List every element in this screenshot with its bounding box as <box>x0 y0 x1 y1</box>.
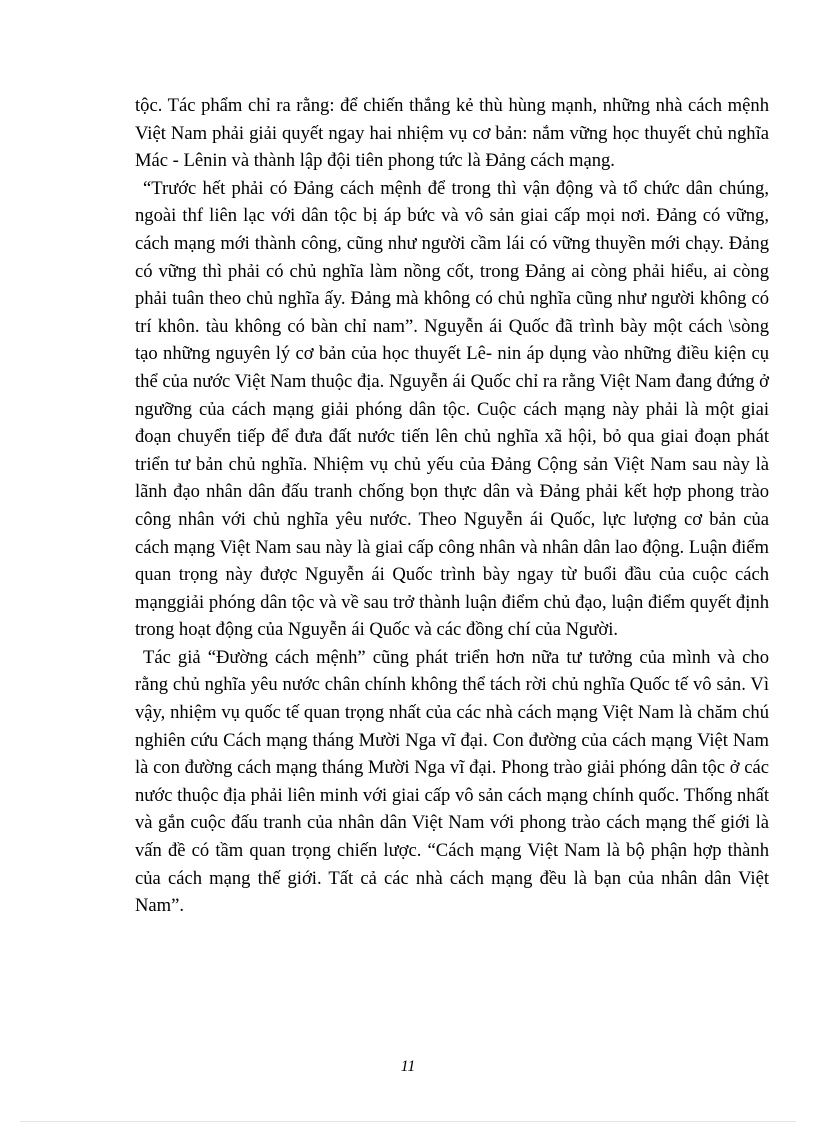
page-number: 11 <box>400 1058 416 1075</box>
paragraph-2: “Trước hết phải có Đảng cách mệnh để trong thì vận động và tổ chức dân chúng, ngoài thf liên lạc với dân tộc bị áp bức và vô sản giai cấp mọi nơi. Đảng có vững, cách mạng mới thành công, cũng như người cầm lái có vững thuyền mới chạy. Đảng có vững thì phải có chủ nghĩa làm nồng cốt, trong Đảng ai còng phải hiểu, ai còng phải tuân theo chủ nghĩa ấy. Đảng mà không có chủ nghĩa cũng như người không có trí khôn. tàu không có bàn chỉ nam”. Nguyễn ái Quốc đã trình bày một cách \sòng tạo những nguyên lý cơ bản của học thuyết Lê- nin áp dụng vào những điều kiện cụ thể của nước Việt Nam thuộc địa. Nguyễn ái Quốc chỉ ra rằng Việt Nam đang đứng ở ngưỡng của cách mạng giải phóng dân tộc. Cuộc cách mạng này phải là một giai đoạn chuyển tiếp để đưa đất nước tiến lên chủ nghĩa xã hội, bỏ qua giai đoạn phát triển tư bản chủ nghĩa. Nhiệm vụ chủ yếu của Đảng Cộng sản Việt Nam sau này là lãnh đạo nhân dân đấu tranh chống bọn thực dân và Đảng phải kết hợp phong trào công nhân với chủ nghĩa yêu nước. Theo Nguyễn ái Quốc, lực lượng cơ bản của cách mạng Việt Nam sau này là giai cấp công nhân và nhân dân lao động. Luận điểm quan trọng này được Nguyễn ái Quốc trình bày ngay từ buổi đầu của cuộc cách mạnggiải phóng dân tộc và về sau trở thành luận điểm chủ đạo, luận điểm quyết định trong hoạt động của Nguyễn ái Quốc và các đồng chí của Người. <box>135 177 769 641</box>
paragraph-1: tộc. Tác phẩm chỉ ra rằng: để chiến thắng kẻ thù hùng mạnh, những nhà cách mệnh Việt Nam phải giải quyết ngay hai nhiệm vụ cơ bản: nắm vững học thuyết chủ nghĩa Mác - Lênin và thành lập đội tiên phong tức là Đảng cách mạng. <box>135 95 769 172</box>
body-text <box>135 92 769 920</box>
paragraph-3: Tác giả “Đường cách mệnh” cũng phát triển hơn nữa tư tưởng của mình và cho rằng chủ nghĩa yêu nước chân chính không thể tách rời chủ nghĩa Quốc tế vô sản. Vì vậy, nhiệm vụ quốc tế quan trọng nhất của các nhà cách mạng Việt Nam là chăm chú nghiên cứu Cách mạng tháng Mười Nga vĩ đại. Con đường của cách mạng Việt Nam là con đường cách mạng tháng Mười Nga vĩ đại. Phong trào giải phóng dân tộc ở các nước thuộc địa phải liên minh với giai cấp vô sản cách mạng chính quốc. Thống nhất và gắn cuộc đấu tranh của nhân dân Việt Nam với phong trào cách mạng thế giới là vấn đề có tầm quan trọng chiến lược. “Cách mạng Việt Nam là bộ phận hợp thành của cách mạng thế giới. Tất cả các nhà cách mạng đều là bạn của nhân dân Việt Nam”. <box>135 646 769 917</box>
page-bottom-divider <box>20 1121 796 1122</box>
